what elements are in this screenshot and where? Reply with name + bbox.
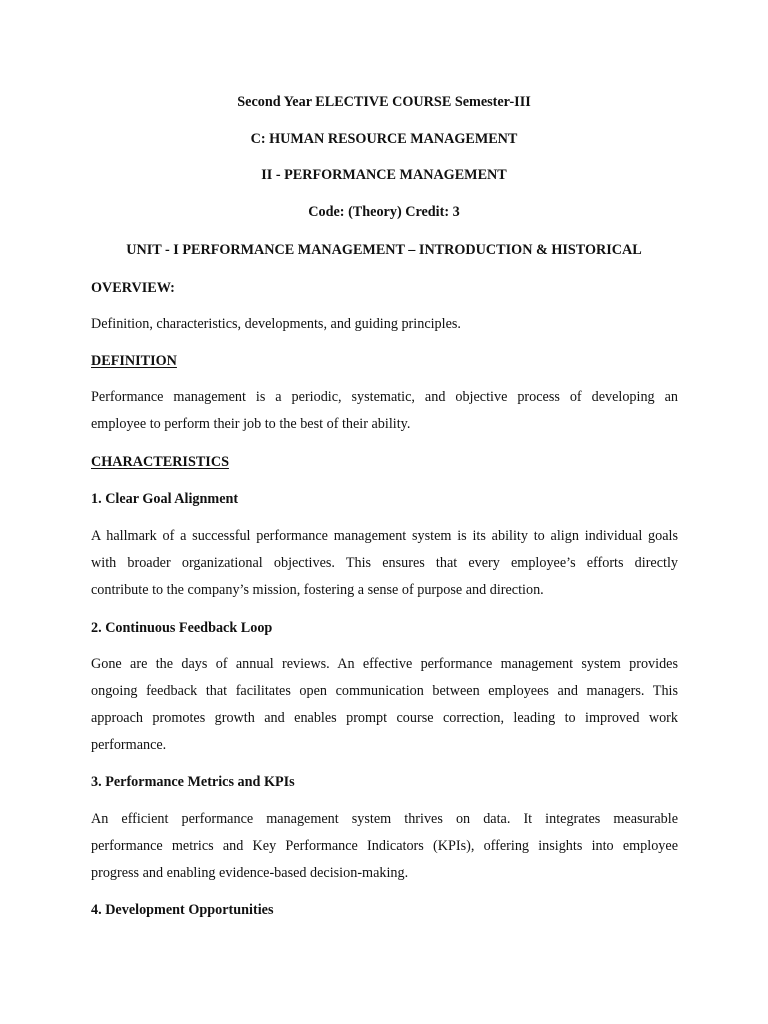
paragraph-line: progress and enabling evidence-based decision-making. — [91, 865, 409, 881]
unit-title: UNIT - I PERFORMANCE MANAGEMENT – INTRODUCTION & HISTORICAL — [126, 242, 642, 258]
paragraph-line: performance metrics and Key Performance Indicators (KPIs), offering insights into employee — [91, 838, 678, 854]
paragraph-line: with broader organizational objectives. This ensures that every employee’s efforts directly — [91, 555, 678, 571]
characteristics-heading: CHARACTERISTICS — [91, 454, 229, 470]
definition-heading: DEFINITION — [91, 353, 177, 369]
overview-text: Definition, characteristics, developments, and guiding principles. — [91, 316, 461, 332]
characteristic-1-paragraph — [91, 523, 678, 604]
overview-heading: OVERVIEW: — [91, 280, 175, 296]
characteristic-2-title: 2. Continuous Feedback Loop — [91, 620, 273, 636]
characteristic-2-paragraph — [91, 651, 678, 759]
definition-paragraph — [91, 384, 678, 438]
paragraph-line: Performance management is a periodic, systematic, and objective process of developing an — [91, 389, 678, 405]
paragraph-line: approach promotes growth and enables prompt course correction, leading to improved work — [91, 710, 678, 726]
course-subject-title: C: HUMAN RESOURCE MANAGEMENT — [250, 131, 518, 147]
course-paper-title: II - PERFORMANCE MANAGEMENT — [261, 167, 507, 183]
course-year-title: Second Year ELECTIVE COURSE Semester-III — [237, 94, 531, 110]
paragraph-line: An efficient performance management system thrives on data. It integrates measurable — [91, 811, 678, 827]
paragraph-line: A hallmark of a successful performance management system is its ability to align individual goals — [91, 528, 678, 544]
characteristic-3-paragraph — [91, 806, 678, 887]
paragraph-line: ongoing feedback that facilitates open communication between employees and managers. This — [91, 683, 678, 699]
paragraph-line: performance. — [91, 737, 167, 753]
paragraph-line: Gone are the days of annual reviews. An effective performance management system provides — [91, 656, 678, 672]
paragraph-line: employee to perform their job to the best of their ability. — [91, 416, 411, 432]
characteristic-4-title: 4. Development Opportunities — [91, 902, 274, 918]
course-code-credit: Code: (Theory) Credit: 3 — [308, 204, 460, 220]
characteristic-1-title: 1. Clear Goal Alignment — [91, 491, 239, 507]
characteristic-3-title: 3. Performance Metrics and KPIs — [91, 774, 295, 790]
paragraph-line: contribute to the company’s mission, fostering a sense of purpose and direction. — [91, 582, 544, 598]
